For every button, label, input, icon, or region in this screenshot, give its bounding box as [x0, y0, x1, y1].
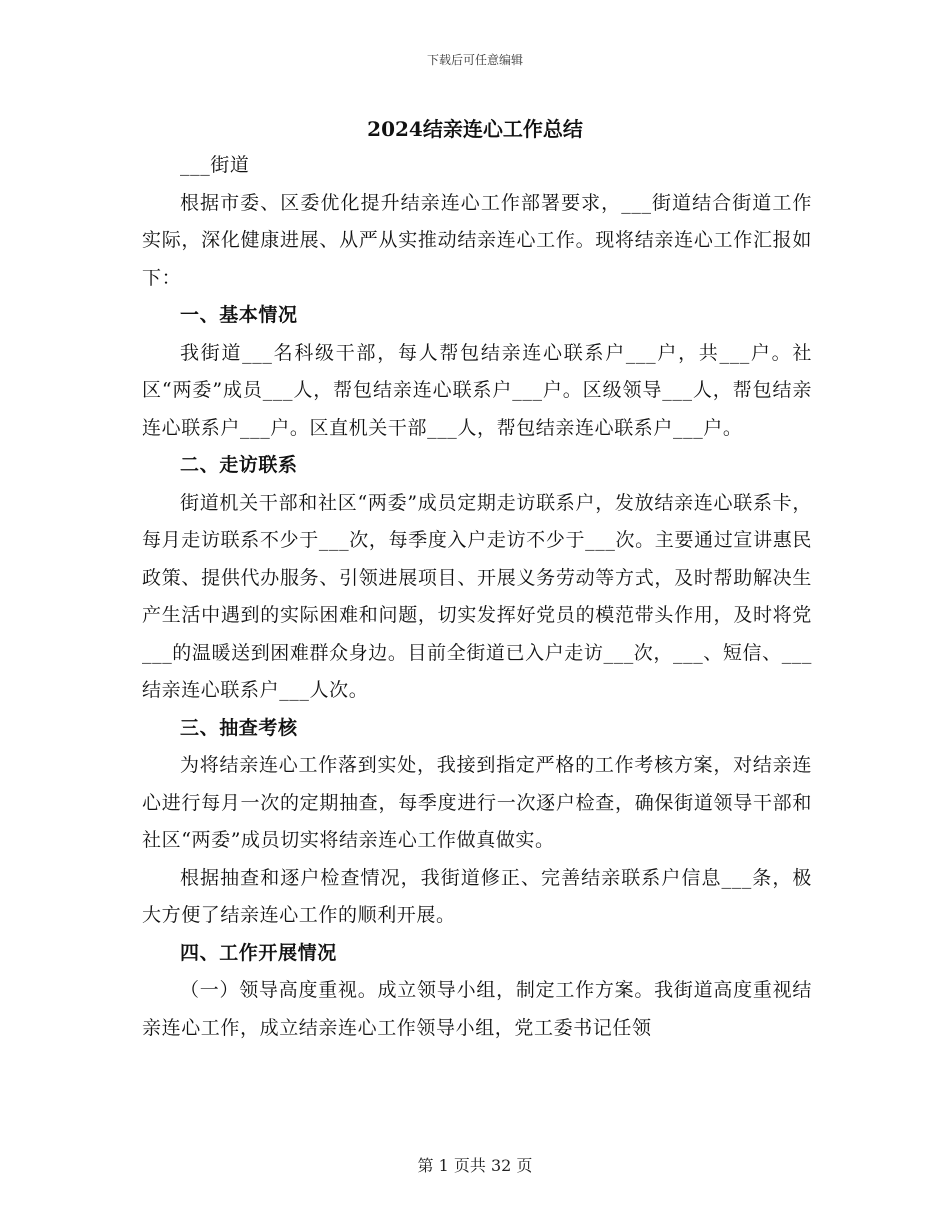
page-number: 第 1 页共 32 页 [417, 1156, 533, 1175]
section-heading-work-progress: 四、工作开展情况 [180, 941, 337, 964]
paragraph-intro: 根据市委、区委优化提升结亲连心工作部署要求，___街道结合街道工作实际，深化健康进展、从严从实推动结亲连心工作。现将结亲连心工作汇报如下： [142, 191, 812, 289]
paragraph-basic-situation: 我街道___名科级干部，每人帮包结亲连心联系户___户，共___户。社区“两委”成员___人，帮包结亲连心联系户___户。区级领导___人，帮包结亲连心联系户___户。区直机关干部___人，帮包结亲连心联系户___户。 [142, 341, 812, 439]
paragraph-inspection-result: 根据抽查和逐户检查情况，我街道修正、完善结亲联系户信息___条，极大方便了结亲连心工作的顺利开展。 [142, 866, 812, 926]
paragraph-inspection: 为将结亲连心工作落到实处，我接到指定严格的工作考核方案，对结亲连心进行每月一次的定期抽查，每季度进行一次逐户检查，确保街道领导干部和社区“两委”成员切实将结亲连心工作做真做实。 [142, 754, 812, 851]
section-heading-visits: 二、走访联系 [180, 454, 298, 476]
section-heading-inspection: 三、抽查考核 [180, 716, 298, 739]
document-body [142, 147, 812, 1047]
section-heading-basic-situation: 一、基本情况 [180, 304, 298, 326]
paragraph-street-name: ___街道 [180, 154, 250, 176]
document-title: 2024结亲连心工作总结 [367, 117, 583, 141]
paragraph-work-progress: （一）领导高度重视。成立领导小组，制定工作方案。我街道高度重视结亲连心工作，成立结亲连心工作领导小组，党工委书记任领 [142, 979, 812, 1039]
paragraph-visits: 街道机关干部和社区“两委”成员定期走访联系户，发放结亲连心联系卡，每月走访联系不少于___次，每季度入户走访不少于___次。主要通过宣讲惠民政策、提供代办服务、引领进展项目、开展义务劳动等方式，及时帮助解决生产生活中遇到的实际困难和问题，切实发挥好党员的模范带头作用，及时将党___的温暖送到困难群众身边。目前全街道已入户走访___次，___、短信、___结亲连心联系户___人次。 [142, 491, 813, 701]
page-header-note: 下载后可任意编辑 [426, 53, 523, 67]
